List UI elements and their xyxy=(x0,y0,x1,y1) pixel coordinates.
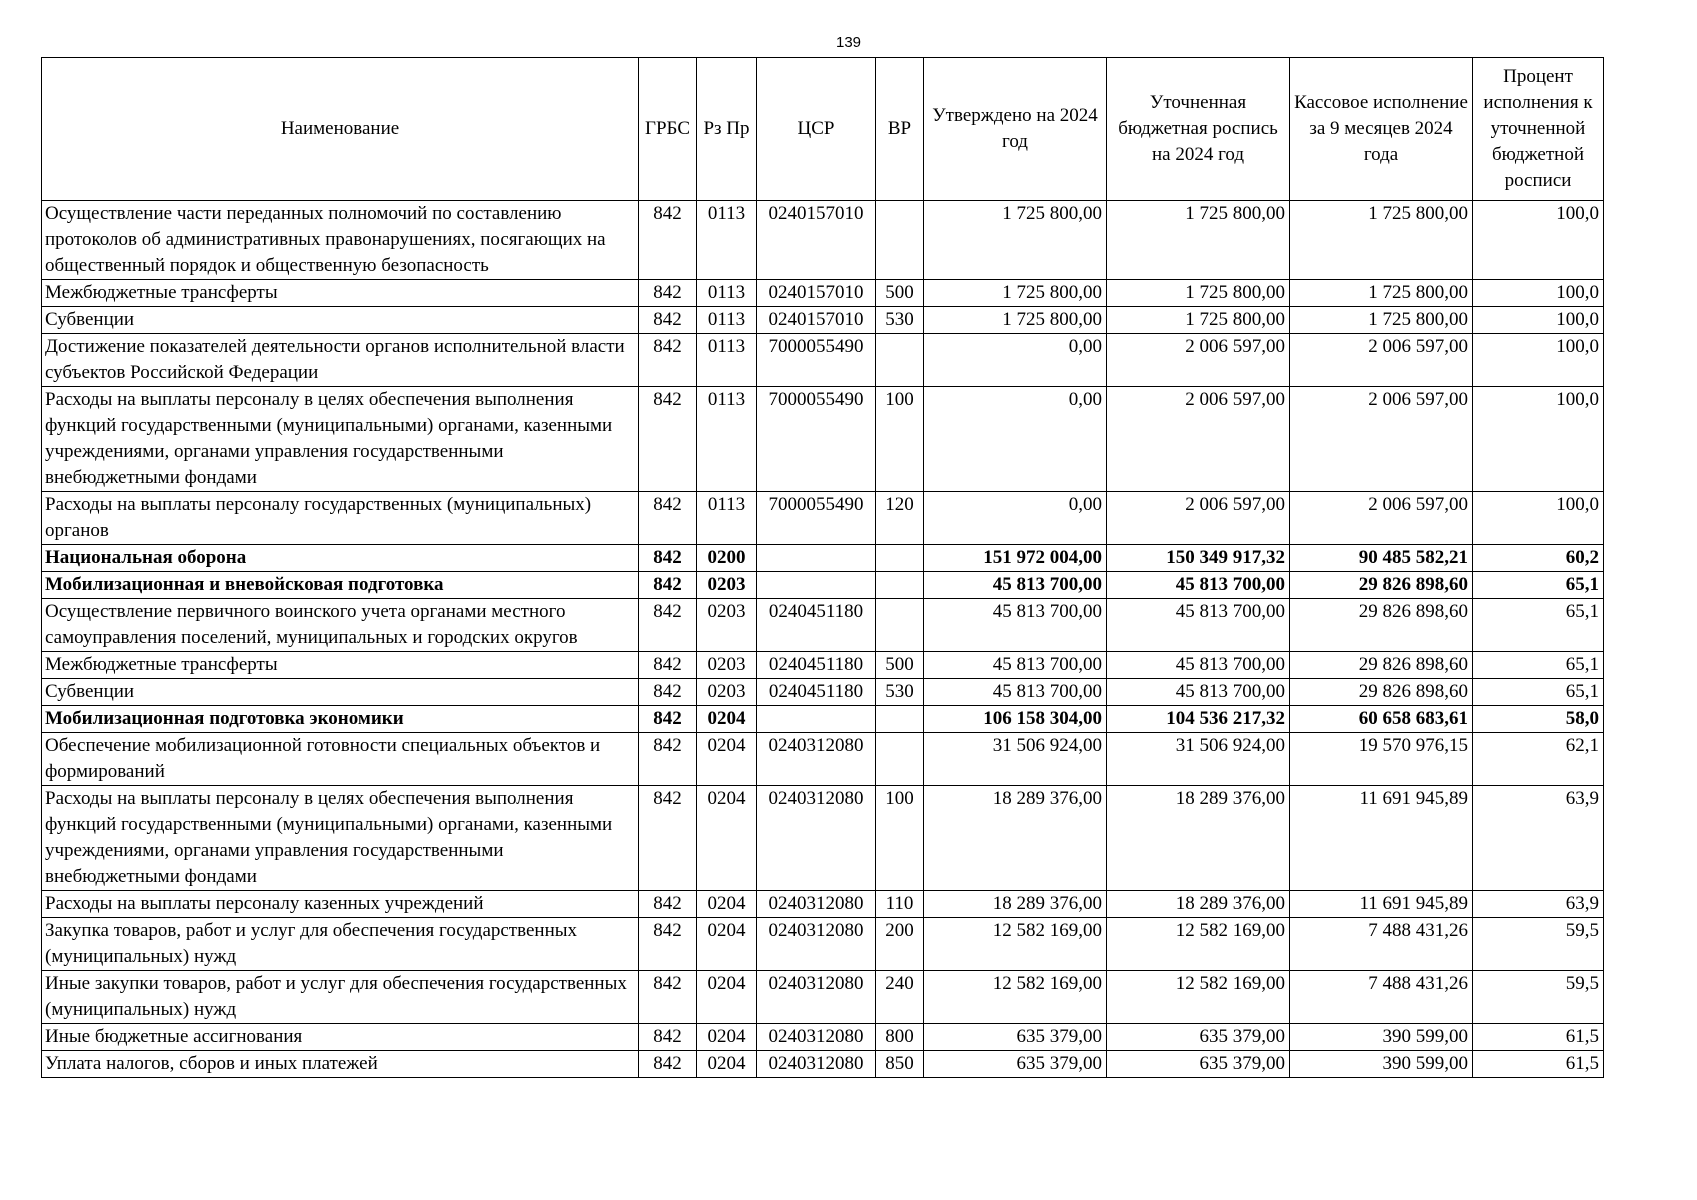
cell-cash: 29 826 898,60 xyxy=(1290,679,1473,706)
table-row xyxy=(42,652,1604,679)
cell-grbs: 842 xyxy=(639,786,697,891)
header-csr: ЦСР xyxy=(757,58,876,201)
cell-approved: 0,00 xyxy=(924,492,1107,545)
cell-name: Национальная оборона xyxy=(42,545,639,572)
cell-vr: 800 xyxy=(876,1024,924,1051)
cell-refined: 45 813 700,00 xyxy=(1107,652,1290,679)
cell-approved: 12 582 169,00 xyxy=(924,971,1107,1024)
cell-rzpr: 0203 xyxy=(697,652,757,679)
cell-vr xyxy=(876,733,924,786)
cell-percent: 62,1 xyxy=(1473,733,1604,786)
cell-refined: 45 813 700,00 xyxy=(1107,599,1290,652)
cell-percent: 100,0 xyxy=(1473,307,1604,334)
table-row xyxy=(42,971,1604,1024)
header-vr: ВР xyxy=(876,58,924,201)
cell-vr: 530 xyxy=(876,307,924,334)
cell-approved: 18 289 376,00 xyxy=(924,891,1107,918)
cell-percent: 100,0 xyxy=(1473,280,1604,307)
cell-percent: 59,5 xyxy=(1473,971,1604,1024)
cell-csr: 0240312080 xyxy=(757,1024,876,1051)
header-name: Наименование xyxy=(42,58,639,201)
table-row xyxy=(42,545,1604,572)
cell-grbs: 842 xyxy=(639,971,697,1024)
cell-grbs: 842 xyxy=(639,201,697,280)
cell-name: Иные закупки товаров, работ и услуг для обеспечения государственных (муниципальных) нужд xyxy=(42,971,639,1024)
cell-rzpr: 0203 xyxy=(697,679,757,706)
cell-percent: 65,1 xyxy=(1473,652,1604,679)
cell-refined: 45 813 700,00 xyxy=(1107,572,1290,599)
cell-csr: 0240312080 xyxy=(757,1051,876,1078)
cell-percent: 65,1 xyxy=(1473,599,1604,652)
cell-refined: 31 506 924,00 xyxy=(1107,733,1290,786)
cell-cash: 19 570 976,15 xyxy=(1290,733,1473,786)
cell-vr: 530 xyxy=(876,679,924,706)
cell-cash: 1 725 800,00 xyxy=(1290,201,1473,280)
table-row xyxy=(42,786,1604,891)
cell-csr: 0240157010 xyxy=(757,201,876,280)
cell-percent: 61,5 xyxy=(1473,1051,1604,1078)
cell-percent: 60,2 xyxy=(1473,545,1604,572)
cell-vr: 120 xyxy=(876,492,924,545)
cell-refined: 18 289 376,00 xyxy=(1107,891,1290,918)
budget-table xyxy=(41,57,1604,1078)
cell-name: Межбюджетные трансферты xyxy=(42,652,639,679)
cell-csr: 0240312080 xyxy=(757,786,876,891)
table-row xyxy=(42,280,1604,307)
table-row xyxy=(42,387,1604,492)
cell-rzpr: 0113 xyxy=(697,492,757,545)
table-row xyxy=(42,334,1604,387)
header-refined: Уточненная бюджетная роспись на 2024 год xyxy=(1107,58,1290,201)
cell-grbs: 842 xyxy=(639,918,697,971)
cell-percent: 58,0 xyxy=(1473,706,1604,733)
cell-csr: 0240451180 xyxy=(757,679,876,706)
table-row xyxy=(42,201,1604,280)
cell-refined: 45 813 700,00 xyxy=(1107,679,1290,706)
cell-refined: 2 006 597,00 xyxy=(1107,387,1290,492)
cell-name: Осуществление части переданных полномочий по составлению протоколов об административных правонарушениях, посягающих на общественный порядок и общественную безопасность xyxy=(42,201,639,280)
cell-name: Расходы на выплаты персоналу в целях обеспечения выполнения функций государственными (муниципальными) органами, казенными учреждениями, органами управления государственными внебюджетными фондами xyxy=(42,387,639,492)
cell-name: Закупка товаров, работ и услуг для обеспечения государственных (муниципальных) нужд xyxy=(42,918,639,971)
cell-vr: 200 xyxy=(876,918,924,971)
table-row xyxy=(42,918,1604,971)
cell-rzpr: 0113 xyxy=(697,387,757,492)
table-row xyxy=(42,733,1604,786)
cell-cash: 11 691 945,89 xyxy=(1290,786,1473,891)
cell-vr xyxy=(876,572,924,599)
cell-rzpr: 0200 xyxy=(697,545,757,572)
cell-approved: 18 289 376,00 xyxy=(924,786,1107,891)
cell-rzpr: 0204 xyxy=(697,1024,757,1051)
cell-grbs: 842 xyxy=(639,652,697,679)
header-cash: Кассовое исполнение за 9 месяцев 2024 года xyxy=(1290,58,1473,201)
cell-csr xyxy=(757,545,876,572)
cell-rzpr: 0204 xyxy=(697,733,757,786)
cell-approved: 106 158 304,00 xyxy=(924,706,1107,733)
cell-cash: 90 485 582,21 xyxy=(1290,545,1473,572)
cell-cash: 390 599,00 xyxy=(1290,1024,1473,1051)
cell-refined: 12 582 169,00 xyxy=(1107,918,1290,971)
cell-percent: 100,0 xyxy=(1473,334,1604,387)
cell-csr: 7000055490 xyxy=(757,387,876,492)
cell-approved: 635 379,00 xyxy=(924,1051,1107,1078)
table-header-row xyxy=(42,58,1604,201)
cell-csr: 0240451180 xyxy=(757,599,876,652)
cell-csr: 7000055490 xyxy=(757,334,876,387)
cell-rzpr: 0204 xyxy=(697,971,757,1024)
cell-percent: 100,0 xyxy=(1473,201,1604,280)
cell-vr: 110 xyxy=(876,891,924,918)
cell-vr xyxy=(876,545,924,572)
cell-csr: 0240312080 xyxy=(757,918,876,971)
cell-approved: 31 506 924,00 xyxy=(924,733,1107,786)
cell-name: Расходы на выплаты персоналу государственных (муниципальных) органов xyxy=(42,492,639,545)
cell-vr xyxy=(876,201,924,280)
cell-approved: 45 813 700,00 xyxy=(924,599,1107,652)
cell-grbs: 842 xyxy=(639,1024,697,1051)
cell-approved: 1 725 800,00 xyxy=(924,307,1107,334)
cell-approved: 151 972 004,00 xyxy=(924,545,1107,572)
cell-name: Расходы на выплаты персоналу казенных учреждений xyxy=(42,891,639,918)
cell-vr xyxy=(876,706,924,733)
cell-cash: 2 006 597,00 xyxy=(1290,387,1473,492)
cell-rzpr: 0113 xyxy=(697,280,757,307)
cell-grbs: 842 xyxy=(639,307,697,334)
cell-name: Иные бюджетные ассигнования xyxy=(42,1024,639,1051)
cell-refined: 2 006 597,00 xyxy=(1107,492,1290,545)
cell-cash: 29 826 898,60 xyxy=(1290,599,1473,652)
cell-grbs: 842 xyxy=(639,387,697,492)
cell-percent: 100,0 xyxy=(1473,492,1604,545)
cell-csr: 7000055490 xyxy=(757,492,876,545)
cell-csr xyxy=(757,572,876,599)
cell-approved: 45 813 700,00 xyxy=(924,652,1107,679)
header-rzpr: Рз Пр xyxy=(697,58,757,201)
cell-approved: 1 725 800,00 xyxy=(924,280,1107,307)
cell-rzpr: 0204 xyxy=(697,1051,757,1078)
cell-cash: 29 826 898,60 xyxy=(1290,652,1473,679)
cell-vr xyxy=(876,599,924,652)
cell-refined: 18 289 376,00 xyxy=(1107,786,1290,891)
table-row xyxy=(42,1051,1604,1078)
cell-grbs: 842 xyxy=(639,706,697,733)
cell-refined: 2 006 597,00 xyxy=(1107,334,1290,387)
cell-refined: 635 379,00 xyxy=(1107,1024,1290,1051)
cell-grbs: 842 xyxy=(639,733,697,786)
header-percent: Процент исполнения к уточненной бюджетной росписи xyxy=(1473,58,1604,201)
cell-name: Субвенции xyxy=(42,679,639,706)
cell-grbs: 842 xyxy=(639,891,697,918)
cell-grbs: 842 xyxy=(639,599,697,652)
cell-approved: 12 582 169,00 xyxy=(924,918,1107,971)
cell-rzpr: 0204 xyxy=(697,891,757,918)
cell-cash: 60 658 683,61 xyxy=(1290,706,1473,733)
cell-grbs: 842 xyxy=(639,280,697,307)
cell-approved: 45 813 700,00 xyxy=(924,572,1107,599)
cell-rzpr: 0203 xyxy=(697,599,757,652)
cell-grbs: 842 xyxy=(639,334,697,387)
cell-approved: 635 379,00 xyxy=(924,1024,1107,1051)
cell-cash: 7 488 431,26 xyxy=(1290,918,1473,971)
cell-vr: 500 xyxy=(876,280,924,307)
cell-percent: 65,1 xyxy=(1473,572,1604,599)
cell-vr: 100 xyxy=(876,387,924,492)
cell-csr: 0240312080 xyxy=(757,971,876,1024)
cell-percent: 100,0 xyxy=(1473,387,1604,492)
cell-name: Межбюджетные трансферты xyxy=(42,280,639,307)
cell-vr: 500 xyxy=(876,652,924,679)
table-row xyxy=(42,891,1604,918)
cell-grbs: 842 xyxy=(639,679,697,706)
cell-cash: 11 691 945,89 xyxy=(1290,891,1473,918)
cell-name: Расходы на выплаты персоналу в целях обеспечения выполнения функций государственными (муниципальными) органами, казенными учреждениями, органами управления государственными внебюджетными фондами xyxy=(42,786,639,891)
cell-percent: 65,1 xyxy=(1473,679,1604,706)
cell-name: Мобилизационная и вневойсковая подготовка xyxy=(42,572,639,599)
cell-rzpr: 0204 xyxy=(697,918,757,971)
cell-name: Субвенции xyxy=(42,307,639,334)
cell-refined: 104 536 217,32 xyxy=(1107,706,1290,733)
cell-grbs: 842 xyxy=(639,545,697,572)
cell-rzpr: 0113 xyxy=(697,307,757,334)
cell-name: Уплата налогов, сборов и иных платежей xyxy=(42,1051,639,1078)
header-approved: Утверждено на 2024 год xyxy=(924,58,1107,201)
cell-refined: 12 582 169,00 xyxy=(1107,971,1290,1024)
cell-rzpr: 0113 xyxy=(697,334,757,387)
cell-refined: 1 725 800,00 xyxy=(1107,280,1290,307)
cell-rzpr: 0113 xyxy=(697,201,757,280)
table-row xyxy=(42,706,1604,733)
cell-percent: 63,9 xyxy=(1473,786,1604,891)
cell-grbs: 842 xyxy=(639,1051,697,1078)
cell-cash: 7 488 431,26 xyxy=(1290,971,1473,1024)
table-row xyxy=(42,572,1604,599)
cell-refined: 1 725 800,00 xyxy=(1107,307,1290,334)
cell-cash: 1 725 800,00 xyxy=(1290,280,1473,307)
cell-csr: 0240312080 xyxy=(757,733,876,786)
cell-vr: 100 xyxy=(876,786,924,891)
cell-csr: 0240451180 xyxy=(757,652,876,679)
table-body xyxy=(42,201,1604,1078)
cell-refined: 1 725 800,00 xyxy=(1107,201,1290,280)
cell-vr: 240 xyxy=(876,971,924,1024)
table-row xyxy=(42,599,1604,652)
cell-grbs: 842 xyxy=(639,492,697,545)
page-number: 139 xyxy=(835,34,862,51)
cell-name: Осуществление первичного воинского учета органами местного самоуправления поселений, муниципальных и городских округов xyxy=(42,599,639,652)
cell-grbs: 842 xyxy=(639,572,697,599)
cell-cash: 29 826 898,60 xyxy=(1290,572,1473,599)
cell-percent: 63,9 xyxy=(1473,891,1604,918)
table-row xyxy=(42,1024,1604,1051)
cell-refined: 150 349 917,32 xyxy=(1107,545,1290,572)
cell-cash: 2 006 597,00 xyxy=(1290,334,1473,387)
table-row xyxy=(42,307,1604,334)
table-row xyxy=(42,492,1604,545)
cell-refined: 635 379,00 xyxy=(1107,1051,1290,1078)
cell-csr xyxy=(757,706,876,733)
cell-vr: 850 xyxy=(876,1051,924,1078)
cell-approved: 45 813 700,00 xyxy=(924,679,1107,706)
cell-name: Достижение показателей деятельности органов исполнительной власти субъектов Российской Федерации xyxy=(42,334,639,387)
cell-cash: 390 599,00 xyxy=(1290,1051,1473,1078)
cell-csr: 0240312080 xyxy=(757,891,876,918)
cell-cash: 2 006 597,00 xyxy=(1290,492,1473,545)
cell-rzpr: 0203 xyxy=(697,572,757,599)
cell-vr xyxy=(876,334,924,387)
cell-percent: 61,5 xyxy=(1473,1024,1604,1051)
cell-rzpr: 0204 xyxy=(697,706,757,733)
cell-csr: 0240157010 xyxy=(757,307,876,334)
cell-rzpr: 0204 xyxy=(697,786,757,891)
cell-percent: 59,5 xyxy=(1473,918,1604,971)
cell-approved: 0,00 xyxy=(924,387,1107,492)
cell-approved: 1 725 800,00 xyxy=(924,201,1107,280)
cell-cash: 1 725 800,00 xyxy=(1290,307,1473,334)
cell-name: Обеспечение мобилизационной готовности специальных объектов и формирований xyxy=(42,733,639,786)
table-row xyxy=(42,679,1604,706)
header-grbs: ГРБС xyxy=(639,58,697,201)
cell-approved: 0,00 xyxy=(924,334,1107,387)
cell-name: Мобилизационная подготовка экономики xyxy=(42,706,639,733)
cell-csr: 0240157010 xyxy=(757,280,876,307)
